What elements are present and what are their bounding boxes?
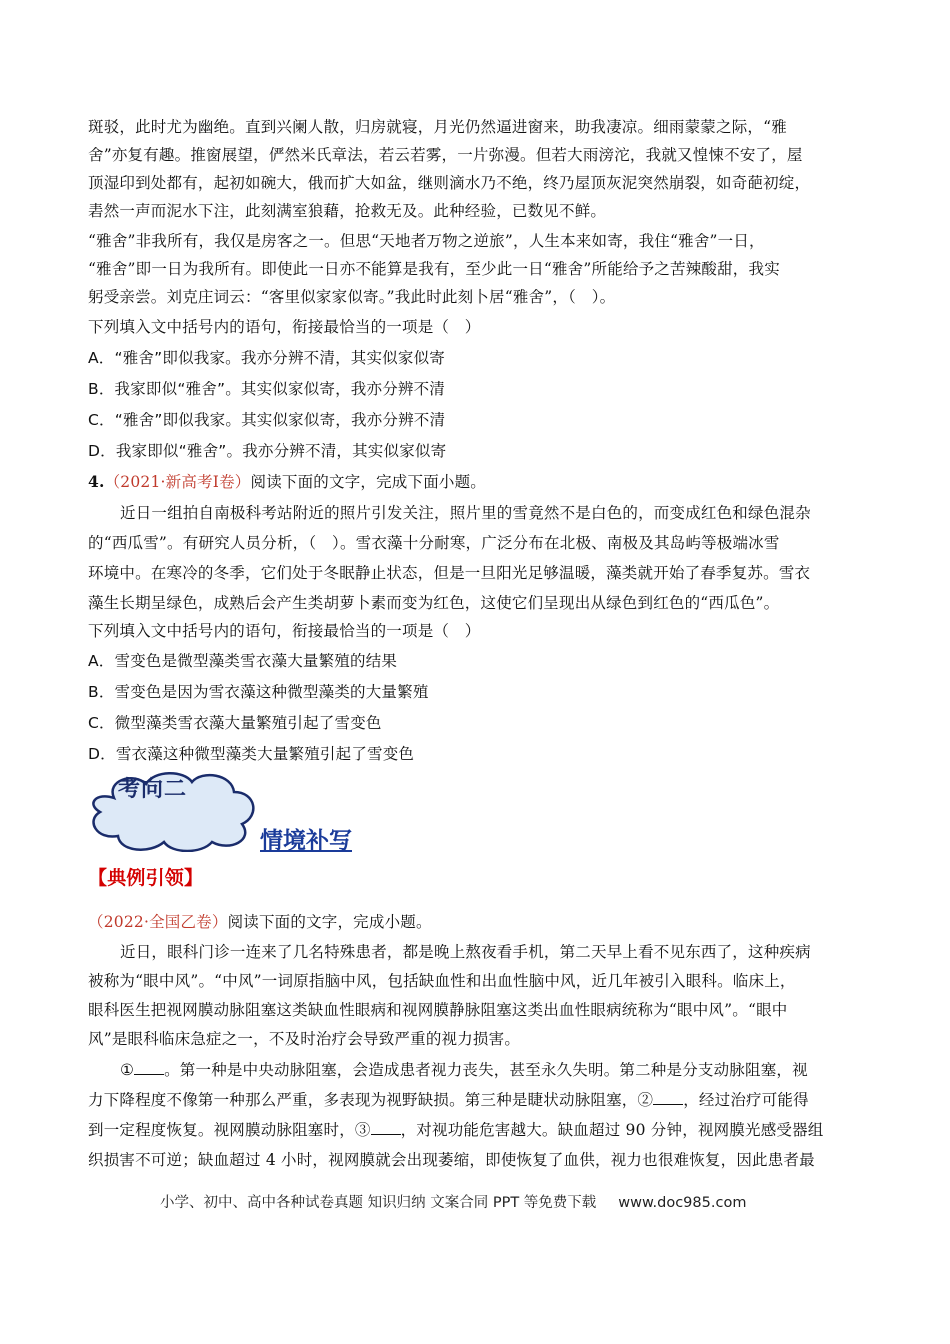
section-badge: 考向二 (118, 777, 188, 802)
question-stem: 下列填入文中括号内的语句，衔接最恰当的一项是（ ） (88, 622, 481, 640)
passage-line: 近日，眼科门诊一连来了几名特殊患者，都是晚上熬夜看手机，第二天早上看不见东西了，这种疾病 (120, 943, 811, 961)
passage-line: 顶湿印到处都有，起初如碗大，俄而扩大如盆，继则滴水乃不绝，终乃屋顶灰泥突然崩裂，如奇葩初绽， (88, 174, 811, 192)
passage-line (120, 1060, 900, 1080)
passage-line: 斑驳，此时尤为幽绝。直到兴阑人散，归房就寝，月光仍然逼进窗来，助我凄凉。细雨蒙蒙之际，“雅 (88, 118, 787, 136)
passage-line: 环境中。在寒冷的冬季，它们处于冬眠静止状态，但是一旦阳光足够温暖，藻类就开始了春季复苏。雪衣 (88, 564, 811, 582)
passage-line: 织损害不可逆；缺血超过 4 小时，视网膜就会出现萎缩，即使恢复了血供，视力也很难恢复，因此患者最 (88, 1151, 815, 1169)
option-c: C．微型藻类雪衣藻大量繁殖引起了雪变色 (88, 714, 382, 732)
question-stem: 下列填入文中括号内的语句，衔接最恰当的一项是（ ） (88, 318, 481, 336)
passage-line (88, 1120, 868, 1140)
fill-blank[interactable] (653, 1090, 683, 1105)
blank-marker: ① (120, 1061, 135, 1079)
option-a: A．“雅舍”即似我家。我亦分辨不清，其实似家似寄 (88, 349, 445, 367)
fill-blank[interactable] (134, 1060, 164, 1075)
passage-text: ，经过治疗可能得 (683, 1091, 809, 1109)
blank-marker: ② (637, 1091, 654, 1109)
question-source: （2021·新高考Ⅰ卷） (104, 473, 251, 491)
page-footer (160, 1191, 746, 1212)
passage-line: “雅舍”非我所有，我仅是房客之一。但思“天地者万物之逆旅”，人生本来如寄，我住“雅舍”一日， (88, 232, 765, 250)
passage-line (88, 1090, 868, 1110)
passage-line: 风”是眼科临床急症之一，不及时治疗会导致严重的视力损害。 (88, 1030, 521, 1048)
example-header: 【典例引领】 (88, 867, 204, 889)
option-c: C．“雅舍”即似我家。其实似家似寄，我亦分辨不清 (88, 411, 446, 429)
passage-line: 的“西瓜雪”。有研究人员分析，（ ）。雪衣藻十分耐寒，广泛分布在北极、南极及其岛屿等极端冰雪 (88, 534, 780, 552)
question-instruction: 阅读下面的文字，完成下面小题。 (250, 473, 487, 491)
question-instruction: 阅读下面的文字，完成小题。 (227, 913, 432, 931)
passage-line: 躬受亲尝。刘克庄词云：“客里似家家似寄。”我此时此刻卜居“雅舍”，（ ）。 (88, 288, 616, 306)
passage-line: 砉然一声而泥水下注，此刻满室狼藉，抢救无及。此种经验，已数见不鲜。 (88, 202, 607, 220)
passage-line: 近日一组拍自南极科考站附近的照片引发关注，照片里的雪竟然不是白色的，而变成红色和绿色混杂 (120, 504, 811, 522)
question-header (88, 472, 868, 492)
example-source-line (88, 912, 868, 932)
passage-line: 舍”亦复有趣。推窗展望，俨然米氏章法，若云若雾，一片弥漫。但若大雨滂沱，我就又惶悚不安了，屋 (88, 146, 803, 164)
passage-line: 被称为“眼中风”。“中风”一词原指脑中风，包括缺血性和出血性脑中风，近几年被引入眼科。临床上， (88, 972, 796, 990)
option-d: D．雪衣藻这种微型藻类大量繁殖引起了雪变色 (88, 745, 415, 763)
option-b: B．我家即似“雅舍”。其实似家似寄，我亦分辨不清 (88, 380, 445, 398)
passage-text: 。第一种是中央动脉阻塞，会造成患者视力丧失，甚至永久失明。第二种是分支动脉阻塞，视 (164, 1061, 808, 1079)
passage-text: 力下降程度不像第一种那么严重，多表现为视野缺损。第三种是睫状动脉阻塞， (88, 1091, 638, 1109)
option-d: D．我家即似“雅舍”。我亦分辨不清，其实似家似寄 (88, 442, 447, 460)
footer-link[interactable]: www.doc985.com (618, 1195, 747, 1211)
passage-line: 眼科医生把视网膜动脉阻塞这类缺血性眼病和视网膜静脉阻塞这类出血性眼病统称为“眼中风”。“眼中 (88, 1001, 788, 1019)
fill-blank[interactable] (371, 1120, 401, 1135)
section-title[interactable]: 情境补写 (260, 828, 352, 854)
passage-text: ，对视功能危害越大。缺血超过 90 分钟，视网膜光感受器组 (400, 1121, 824, 1139)
option-a: A．雪变色是微型藻类雪衣藻大量繁殖的结果 (88, 652, 398, 670)
blank-marker: ③ (354, 1121, 371, 1139)
footer-text: 小学、初中、高中各种试卷真题 知识归纳 文案合同 PPT 等免费下载 (160, 1195, 597, 1211)
question-number: 4. (88, 472, 105, 491)
passage-line: 藻生长期呈绿色，成熟后会产生类胡萝卜素而变为红色，这使它们呈现出从绿色到红色的“西瓜色”。 (88, 594, 780, 612)
passage-line: “雅舍”即一日为我所有。即使此一日亦不能算是我有，至少此一日“雅舍”所能给予之苦辣酸甜，我实 (88, 260, 780, 278)
option-b: B．雪变色是因为雪衣藻这种微型藻类的大量繁殖 (88, 683, 429, 701)
passage-text: 到一定程度恢复。视网膜动脉阻塞时， (88, 1121, 355, 1139)
question-source: （2022·全国乙卷） (88, 913, 228, 931)
